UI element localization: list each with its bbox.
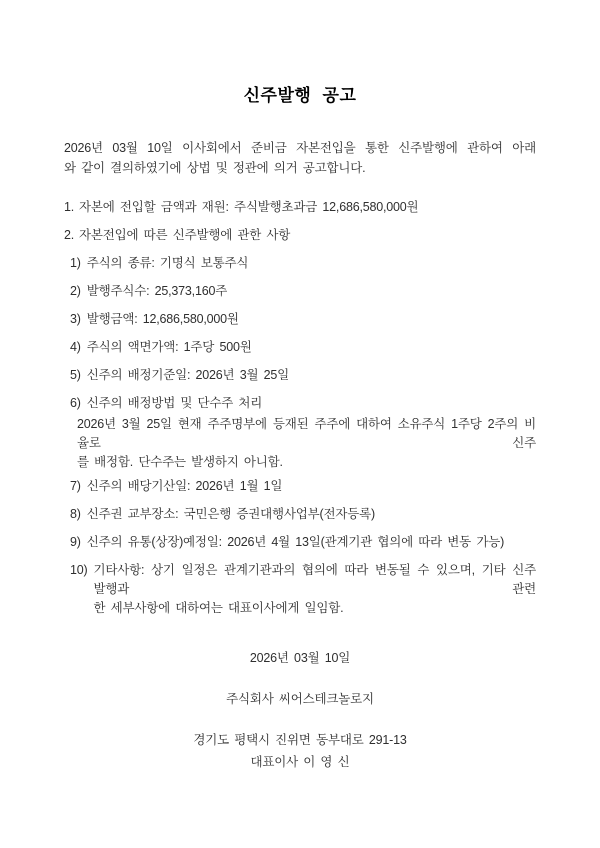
allotment-detail-paragraph bbox=[77, 415, 536, 472]
subitem-4 bbox=[70, 333, 536, 361]
subitem-2-number: 2) bbox=[70, 284, 81, 298]
subitem-9 bbox=[70, 528, 536, 556]
subitem-5-text: 신주의 배정기준일: 2026년 3월 25일 bbox=[86, 368, 289, 382]
subitem-2 bbox=[70, 277, 536, 305]
subitem-7-number: 7) bbox=[70, 479, 81, 493]
subitem-8-text: 신주권 교부장소: 국민은행 증권대행사업부(전자등록) bbox=[86, 507, 375, 521]
subitem-1-number: 1) bbox=[70, 256, 81, 270]
intro-line-1: 2026년 03월 10일 이사회에서 준비금 자본전입을 통한 신주발행에 관하여 아래 bbox=[64, 141, 536, 155]
subitem-6-text: 신주의 배정방법 및 단수주 처리 bbox=[86, 396, 263, 410]
company-name: 주식회사 씨어스테크놀로지 bbox=[226, 692, 374, 706]
subitem-7 bbox=[70, 472, 536, 500]
subitem-5-number: 5) bbox=[70, 368, 81, 382]
subitem-10-text bbox=[93, 561, 536, 618]
notice-date: 2026년 03월 10일 bbox=[249, 651, 351, 665]
subitem-7-text: 신주의 배당기산일: 2026년 1월 1일 bbox=[86, 479, 283, 493]
subitem-10-number: 10) bbox=[70, 563, 88, 577]
intro-line-2: 와 같이 결의하였기에 상법 및 정관에 의거 공고합니다. bbox=[64, 161, 366, 175]
company-signature-block bbox=[64, 729, 536, 773]
subitem-9-number: 9) bbox=[70, 535, 81, 549]
subitem-4-text: 주식의 액면가액: 1주당 500원 bbox=[86, 340, 252, 354]
company-address: 경기도 평택시 진위면 동부대로 291-13 bbox=[193, 733, 407, 747]
subitem-6-number: 6) bbox=[70, 396, 81, 410]
item-1-number: 1. bbox=[64, 200, 75, 214]
ceo-name: 대표이사 이 영 신 bbox=[250, 755, 350, 769]
allotment-detail-line-1: 2026년 3월 25일 현재 주주명부에 등재된 주주에 대하여 소유주식 1주당 2주의 비율로 신주 bbox=[77, 417, 536, 450]
subitem-4-number: 4) bbox=[70, 340, 81, 354]
item-1 bbox=[64, 193, 536, 221]
item-2-text: 자본전입에 따른 신주발행에 관한 사항 bbox=[79, 228, 291, 242]
subitem-10 bbox=[70, 556, 536, 622]
subitem-2-text: 발행주식수: 25,373,160주 bbox=[86, 284, 228, 298]
subitem-6 bbox=[70, 389, 536, 417]
subitem-1 bbox=[70, 249, 536, 277]
subitem-3 bbox=[70, 305, 536, 333]
intro-paragraph bbox=[64, 138, 536, 178]
subitem-10-line-1: 기타사항: 상기 일정은 관계기관과의 협의에 따라 변동될 수 있으며, 기타 신주 발행과 관련 bbox=[93, 563, 536, 596]
subitem-5 bbox=[70, 361, 536, 389]
subitem-8 bbox=[70, 500, 536, 528]
subitem-9-text: 신주의 유통(상장)예정일: 2026년 4월 13일(관계기관 협의에 따라 변동 가능) bbox=[86, 535, 505, 549]
item-1-text: 자본에 전입할 금액과 재원: 주식발행초과금 12,686,580,000원 bbox=[79, 200, 419, 214]
item-2 bbox=[64, 221, 536, 249]
subitem-8-number: 8) bbox=[70, 507, 81, 521]
item-2-number: 2. bbox=[64, 228, 75, 242]
subitem-1-text: 주식의 종류: 기명식 보통주식 bbox=[86, 256, 249, 270]
subitem-10-line-2: 한 세부사항에 대하여는 대표이사에게 일임함. bbox=[93, 601, 344, 615]
allotment-detail-line-2: 를 배정함. 단수주는 발생하지 아니함. bbox=[77, 455, 283, 469]
subitem-3-number: 3) bbox=[70, 312, 81, 326]
document-title: 신주발행 공고 bbox=[243, 86, 357, 105]
subitem-3-text: 발행금액: 12,686,580,000원 bbox=[86, 312, 239, 326]
